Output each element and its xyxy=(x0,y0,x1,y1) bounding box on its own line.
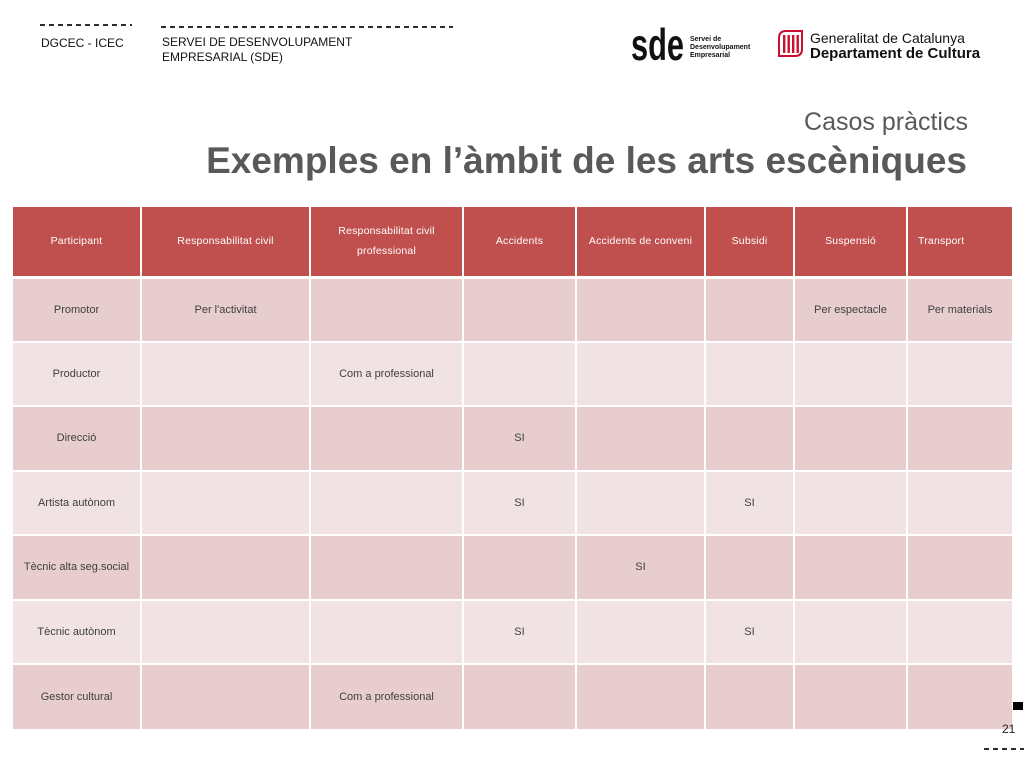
cell-responsabilitat-civil-professional xyxy=(310,600,463,665)
cell-suspensio xyxy=(794,406,907,471)
participant-cell: Promotor xyxy=(13,277,141,342)
cell-subsidi xyxy=(705,277,794,342)
cell-responsabilitat-civil-professional xyxy=(310,535,463,600)
table-row-tecnic-alta-seg-social xyxy=(13,535,1012,600)
slide-number: 21 xyxy=(1002,722,1016,736)
cell-responsabilitat-civil-professional: Com a professional xyxy=(310,664,463,729)
department-name: Departament de Cultura xyxy=(810,45,981,62)
cell-transport xyxy=(907,406,1012,471)
slide-kicker: Casos pràctics xyxy=(804,108,968,136)
table-body xyxy=(13,277,1012,729)
cell-suspensio xyxy=(794,664,907,729)
cell-subsidi xyxy=(705,342,794,407)
participant-cell: Tècnic alta seg.social xyxy=(13,535,141,600)
footer-divider xyxy=(984,748,1024,750)
cell-transport xyxy=(907,471,1012,536)
cell-responsabilitat-civil xyxy=(141,406,310,471)
participant-cell: Direcció xyxy=(13,406,141,471)
table-row-artista-autonom xyxy=(13,471,1012,536)
cell-subsidi: SI xyxy=(705,600,794,665)
header-divider-right xyxy=(161,26,453,28)
cell-accidents-de-conveni xyxy=(576,471,705,536)
column-header-responsabilitat-civil: Responsabilitat civil xyxy=(141,207,310,277)
cell-responsabilitat-civil xyxy=(141,664,310,729)
participant-cell: Tècnic autònom xyxy=(13,600,141,665)
cell-responsabilitat-civil-professional xyxy=(310,471,463,536)
corner-marker xyxy=(1013,702,1023,710)
column-header-subsidi: Subsidi xyxy=(705,207,794,277)
insurance-table xyxy=(13,207,1012,729)
cell-accidents xyxy=(463,535,576,600)
cell-responsabilitat-civil: Per l'activitat xyxy=(141,277,310,342)
org-label-sde-line1: SERVEI DE DESENVOLUPAMENT xyxy=(162,35,353,49)
cell-accidents: SI xyxy=(463,406,576,471)
cell-accidents: SI xyxy=(463,600,576,665)
cell-subsidi xyxy=(705,664,794,729)
sde-logo-caption xyxy=(690,36,750,60)
cell-responsabilitat-civil xyxy=(141,600,310,665)
cell-suspensio xyxy=(794,535,907,600)
org-label-dgcec: DGCEC - ICEC xyxy=(41,36,124,50)
generalitat-name: Generalitat de Catalunya xyxy=(810,30,965,46)
cell-subsidi: SI xyxy=(705,471,794,536)
cell-suspensio: Per espectacle xyxy=(794,277,907,342)
cell-accidents-de-conveni xyxy=(576,406,705,471)
table-row-direccio xyxy=(13,406,1012,471)
cell-transport xyxy=(907,342,1012,407)
sde-logo xyxy=(629,24,687,64)
table-row-promotor xyxy=(13,277,1012,342)
cell-accidents xyxy=(463,277,576,342)
table-row-productor xyxy=(13,342,1012,407)
sde-caption-line3: Empresarial xyxy=(690,52,731,59)
cell-suspensio xyxy=(794,342,907,407)
cell-transport xyxy=(907,535,1012,600)
column-header-responsabilitat-civil-professional: Responsabilitat civil professional xyxy=(310,207,463,277)
cell-suspensio xyxy=(794,600,907,665)
participant-cell: Gestor cultural xyxy=(13,664,141,729)
table-row-tecnic-autonom xyxy=(13,600,1012,665)
column-header-participant: Participant xyxy=(13,207,141,277)
cell-accidents xyxy=(463,342,576,407)
cell-accidents: SI xyxy=(463,471,576,536)
column-header-suspensio: Suspensió xyxy=(794,207,907,277)
cell-responsabilitat-civil xyxy=(141,535,310,600)
cell-transport xyxy=(907,600,1012,665)
cell-subsidi xyxy=(705,406,794,471)
table-row-gestor-cultural xyxy=(13,664,1012,729)
sde-caption-line1: Servei de xyxy=(690,36,722,43)
table-head xyxy=(13,207,1012,277)
cell-subsidi xyxy=(705,535,794,600)
cell-accidents-de-conveni xyxy=(576,342,705,407)
cell-responsabilitat-civil xyxy=(141,471,310,536)
cell-responsabilitat-civil-professional xyxy=(310,277,463,342)
cell-transport xyxy=(907,664,1012,729)
slide-title: Exemples en l’àmbit de les arts escèniques xyxy=(206,140,967,181)
cell-accidents-de-conveni xyxy=(576,600,705,665)
participant-cell: Productor xyxy=(13,342,141,407)
sde-caption-line2: Desenvolupament xyxy=(690,44,751,51)
participant-cell: Artista autònom xyxy=(13,471,141,536)
cell-accidents xyxy=(463,664,576,729)
column-header-accidents-de-conveni: Accidents de conveni xyxy=(576,207,705,277)
column-header-transport: Transport xyxy=(907,207,1012,277)
cell-transport: Per materials xyxy=(907,277,1012,342)
cell-accidents-de-conveni xyxy=(576,277,705,342)
cell-responsabilitat-civil-professional xyxy=(310,406,463,471)
sde-logo-wordmark: sde xyxy=(631,24,684,64)
column-header-accidents: Accidents xyxy=(463,207,576,277)
cell-accidents-de-conveni: SI xyxy=(576,535,705,600)
table-header-row xyxy=(13,207,1012,277)
cell-responsabilitat-civil-professional: Com a professional xyxy=(310,342,463,407)
cell-accidents-de-conveni xyxy=(576,664,705,729)
cell-responsabilitat-civil xyxy=(141,342,310,407)
generalitat-emblem-icon xyxy=(777,29,804,58)
cell-suspensio xyxy=(794,471,907,536)
header-divider-left xyxy=(40,24,132,26)
org-label-sde-line2: EMPRESARIAL (SDE) xyxy=(162,50,283,64)
